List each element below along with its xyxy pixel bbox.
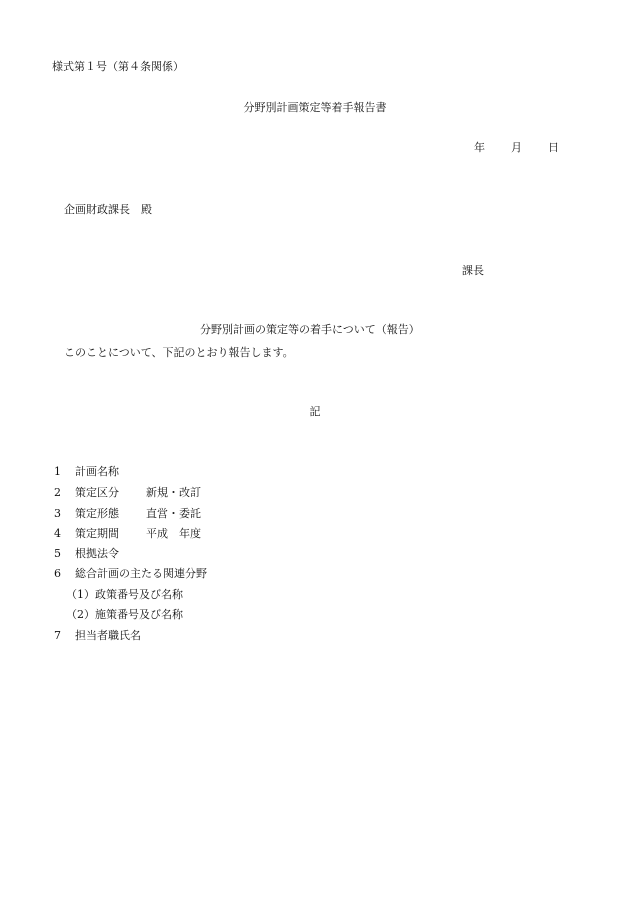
item-number: 6 — [54, 567, 61, 580]
sender: 課長 — [462, 264, 484, 277]
addressee: 企画財政課長 殿 — [64, 203, 152, 216]
ki-heading: 記 — [309, 405, 321, 418]
document-title: 分野別計画策定等着手報告書 — [243, 101, 387, 114]
day-label: 日 — [548, 141, 559, 154]
item-label: 計画名称 — [75, 465, 119, 478]
date-line — [474, 141, 559, 155]
item-label: 策定区分 — [75, 486, 119, 499]
item-label: 策定形態 — [75, 507, 119, 520]
sub-item-number: （2） — [66, 608, 95, 621]
item-label: 根拠法令 — [75, 547, 119, 560]
item-number: 7 — [54, 629, 61, 642]
sub-item — [66, 608, 183, 622]
intro-text: このことについて、下記のとおり報告します。 — [64, 346, 294, 359]
item-value: 新規・改訂 — [146, 486, 201, 499]
item-number: 5 — [54, 547, 61, 560]
item-label: 担当者職氏名 — [75, 629, 141, 642]
item-number: 1 — [54, 465, 61, 478]
sub-item-label: 政策番号及び名称 — [95, 588, 183, 601]
item-number: 2 — [54, 486, 61, 499]
subject-line: 分野別計画の策定等の着手について（報告） — [200, 323, 420, 336]
form-number: 様式第１号（第４条関係） — [52, 60, 184, 73]
item-value: 直営・委託 — [146, 507, 201, 520]
year-label: 年 — [474, 141, 485, 154]
item-number: 3 — [54, 507, 61, 520]
item-label: 策定期間 — [75, 527, 119, 540]
sub-item-label: 施策番号及び名称 — [95, 608, 183, 621]
item-value: 平成 年度 — [146, 527, 201, 540]
item-number: 4 — [54, 527, 61, 540]
month-label: 月 — [511, 141, 522, 154]
sub-item-number: （1） — [66, 588, 95, 601]
sub-item — [66, 588, 183, 602]
item-label: 総合計画の主たる関連分野 — [75, 567, 207, 580]
